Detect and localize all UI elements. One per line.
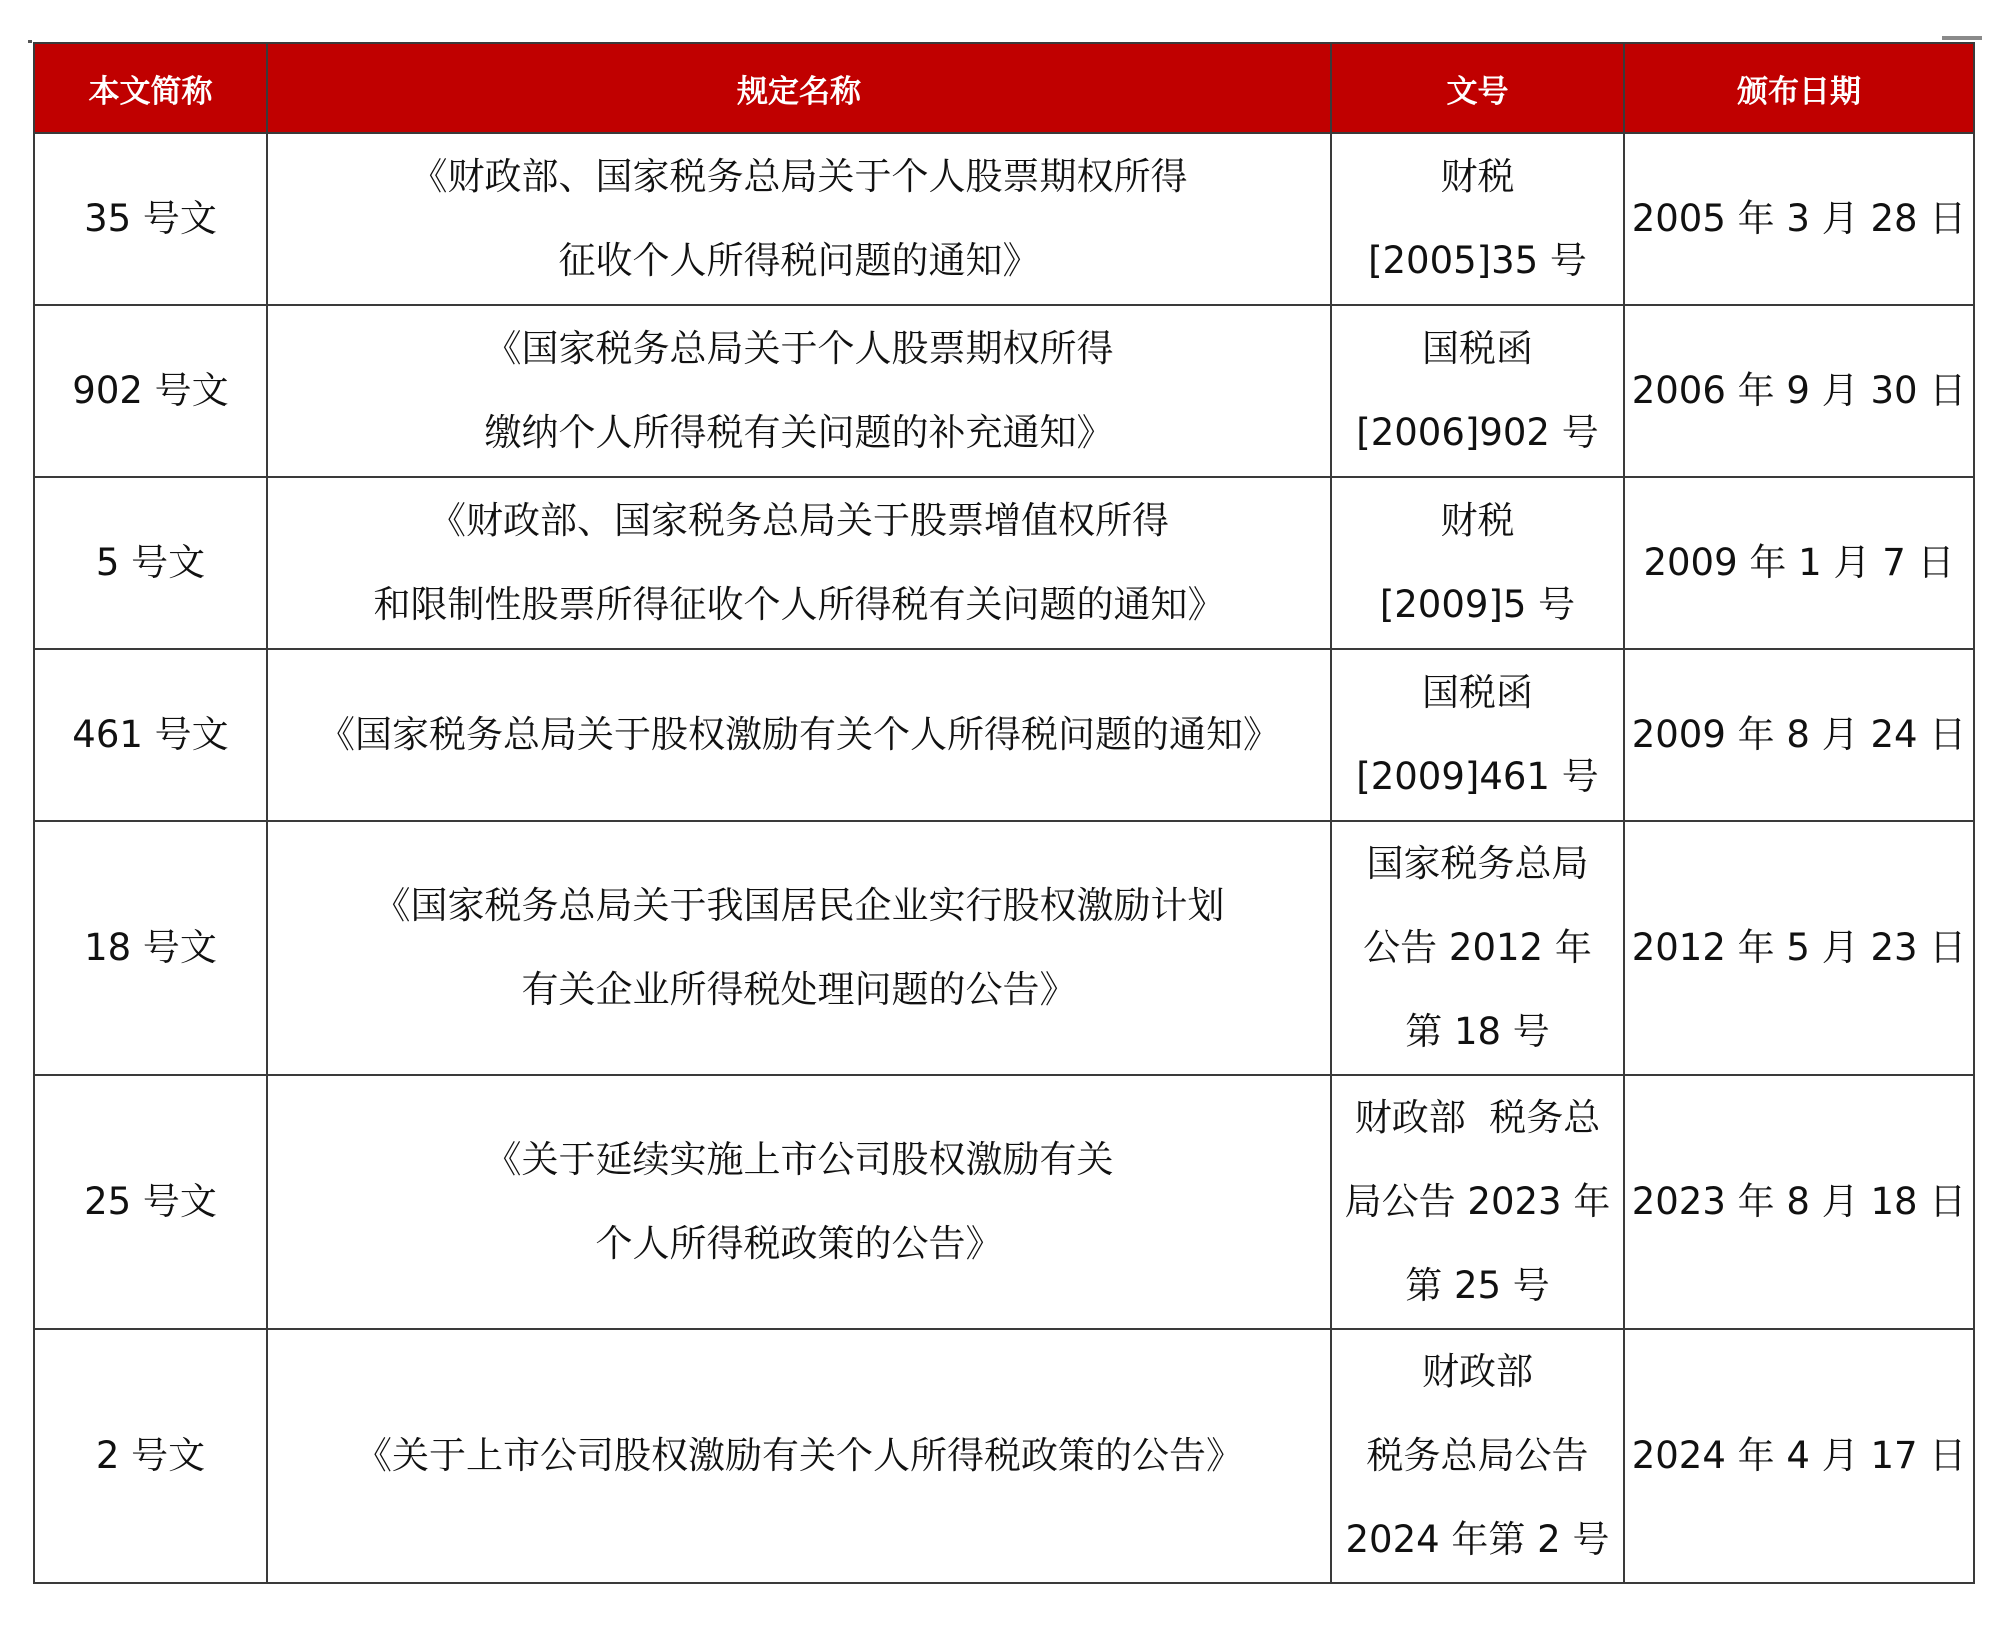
- cell-short-name: 5 号文: [34, 477, 267, 649]
- cell-issue-date: 2005 年 3 月 28 日: [1624, 133, 1974, 305]
- corner-mark: [1942, 36, 1982, 40]
- regulation-name-line: 《关于上市公司股权激励有关个人所得税政策的公告》: [355, 1434, 1243, 1477]
- table-row: [34, 133, 1974, 305]
- cell-document-number: [1331, 821, 1624, 1075]
- document-number-line: 公告 2012 年: [1363, 926, 1592, 969]
- cell-issue-date: 2012 年 5 月 23 日: [1624, 821, 1974, 1075]
- table-row: [34, 821, 1974, 1075]
- cell-document-number: [1331, 649, 1624, 821]
- document-number-line: 第 25 号: [1405, 1264, 1550, 1307]
- document-number-line: 财政部 税务总: [1354, 1096, 1601, 1139]
- table-row: [34, 649, 1974, 821]
- document-number-line: 国税函: [1422, 671, 1533, 714]
- document-number-line: 国家税务总局: [1366, 842, 1589, 885]
- cell-document-number: [1331, 305, 1624, 477]
- document-number-line: 第 18 号: [1405, 1010, 1550, 1053]
- document-number-line: 财政部: [1422, 1350, 1533, 1393]
- table-row: [34, 305, 1974, 477]
- cell-issue-date: 2024 年 4 月 17 日: [1624, 1329, 1974, 1583]
- cell-regulation-name: [267, 1075, 1331, 1329]
- cell-short-name: 25 号文: [34, 1075, 267, 1329]
- header-document-number: 文号: [1331, 43, 1624, 133]
- document-number-line: 税务总局公告: [1366, 1434, 1589, 1477]
- regulation-name-line: 《财政部、国家税务总局关于股票增值权所得: [429, 499, 1169, 542]
- document-number-line: 财税: [1440, 499, 1515, 542]
- document-number-line: 2024 年第 2 号: [1345, 1518, 1610, 1561]
- regulation-name-line: 有关企业所得税处理问题的公告》: [521, 968, 1077, 1011]
- table-row: [34, 477, 1974, 649]
- document-number-line: [2009]461 号: [1356, 755, 1599, 798]
- document-number-line: [2009]5 号: [1379, 583, 1576, 626]
- regulation-name-line: 《关于延续实施上市公司股权激励有关: [484, 1138, 1114, 1181]
- regulation-table-wrapper: [33, 42, 1973, 1584]
- cell-issue-date: 2006 年 9 月 30 日: [1624, 305, 1974, 477]
- document-number-line: 局公告 2023 年: [1344, 1180, 1611, 1223]
- cell-regulation-name: [267, 649, 1331, 821]
- table-header-row: [34, 43, 1974, 133]
- cell-regulation-name: [267, 477, 1331, 649]
- cell-regulation-name: [267, 305, 1331, 477]
- document-number-line: 财税: [1440, 155, 1515, 198]
- regulation-table: [33, 42, 1975, 1584]
- cell-regulation-name: [267, 133, 1331, 305]
- cell-short-name: 461 号文: [34, 649, 267, 821]
- table-row: [34, 1075, 1974, 1329]
- cell-issue-date: 2009 年 8 月 24 日: [1624, 649, 1974, 821]
- cell-regulation-name: [267, 821, 1331, 1075]
- header-issue-date: 颁布日期: [1624, 43, 1974, 133]
- document-number-line: [2005]35 号: [1368, 239, 1587, 282]
- document-number-line: 国税函: [1422, 327, 1533, 370]
- regulation-name-line: 个人所得税政策的公告》: [595, 1222, 1003, 1265]
- regulation-name-line: 《国家税务总局关于股权激励有关个人所得税问题的通知》: [318, 713, 1280, 756]
- cell-short-name: 18 号文: [34, 821, 267, 1075]
- cell-document-number: [1331, 1329, 1624, 1583]
- corner-mark: [28, 40, 32, 43]
- regulation-name-line: 《国家税务总局关于个人股票期权所得: [484, 327, 1114, 370]
- cell-short-name: 902 号文: [34, 305, 267, 477]
- cell-document-number: [1331, 1075, 1624, 1329]
- regulation-name-line: 和限制性股票所得征收个人所得税有关问题的通知》: [373, 583, 1225, 626]
- cell-short-name: 2 号文: [34, 1329, 267, 1583]
- table-row: [34, 1329, 1974, 1583]
- regulation-name-line: 征收个人所得税问题的通知》: [558, 239, 1040, 282]
- cell-document-number: [1331, 477, 1624, 649]
- document-number-line: [2006]902 号: [1356, 411, 1599, 454]
- cell-issue-date: 2009 年 1 月 7 日: [1624, 477, 1974, 649]
- header-short-name: 本文简称: [34, 43, 267, 133]
- cell-issue-date: 2023 年 8 月 18 日: [1624, 1075, 1974, 1329]
- regulation-name-line: 《财政部、国家税务总局关于个人股票期权所得: [410, 155, 1188, 198]
- regulation-name-line: 《国家税务总局关于我国居民企业实行股权激励计划: [373, 884, 1225, 927]
- cell-short-name: 35 号文: [34, 133, 267, 305]
- cell-document-number: [1331, 133, 1624, 305]
- cell-regulation-name: [267, 1329, 1331, 1583]
- regulation-name-line: 缴纳个人所得税有关问题的补充通知》: [484, 411, 1114, 454]
- header-regulation-name: 规定名称: [267, 43, 1331, 133]
